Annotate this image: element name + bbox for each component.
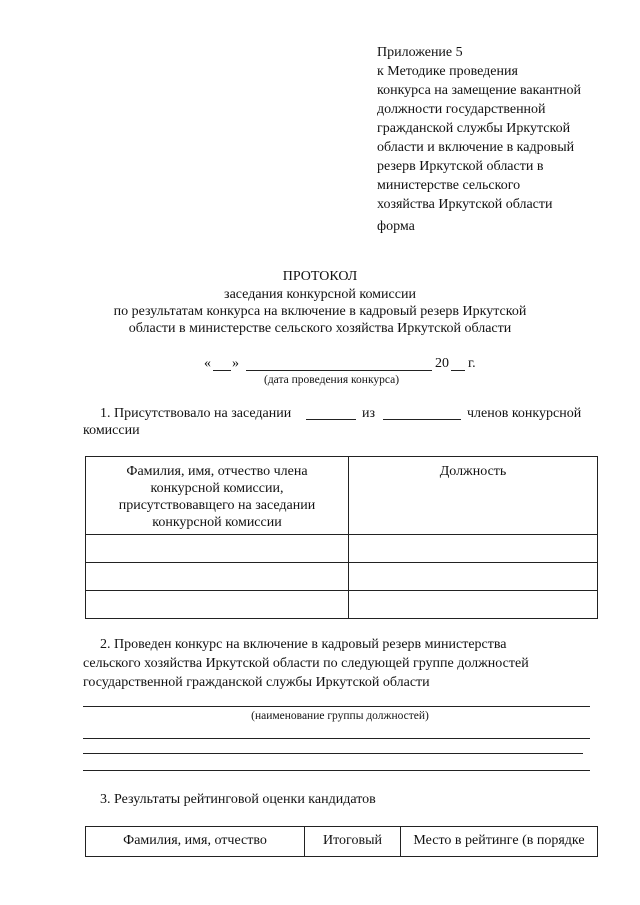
members-table-header (86, 457, 598, 535)
quote-close: » (232, 356, 239, 371)
table-cell[interactable] (86, 563, 349, 591)
table-cell[interactable] (349, 563, 598, 591)
month-blank (246, 370, 432, 371)
table-cell[interactable] (86, 535, 349, 563)
header-line-2: конкурсной комиссии, (150, 481, 284, 496)
appendix-line-3: конкурса на замещение вакантной (377, 83, 582, 98)
group-name-caption: (наименование группы должностей) (251, 710, 429, 722)
form-label: форма (377, 219, 415, 234)
section1-text-of: из (362, 406, 376, 421)
appendix-line-6: области и включение в кадровый (377, 140, 575, 155)
blank-line-2 (83, 753, 583, 754)
blank-line-1 (83, 738, 590, 739)
table-row (86, 563, 598, 591)
appendix-line-5: гражданской службы Иркутской (377, 121, 571, 136)
subtitle-line-3: области в министерстве сельского хозяйства Иркутской области (128, 321, 512, 336)
appendix-line-7: резерв Иркутской области в (377, 159, 544, 174)
year-prefix: 20 (435, 356, 449, 371)
header-line-1: Фамилия, имя, отчество члена (126, 464, 308, 479)
appendix-line-1: Приложение 5 (377, 45, 463, 60)
subtitle-line-1: заседания конкурсной комиссии (224, 287, 416, 302)
section2-line-3: государственной гражданской службы Иркутской области (83, 675, 430, 690)
section3-heading: 3. Результаты рейтинговой оценки кандидатов (100, 792, 376, 807)
members-col-name-header (86, 457, 349, 535)
date-caption: (дата проведения конкурса) (264, 374, 400, 386)
rating-col-place: Место в рейтинге (в порядке (401, 827, 598, 857)
appendix-line-8: министерстве сельского (377, 178, 521, 193)
section2-line-2: сельского хозяйства Иркутской области по следующей группе должностей (83, 656, 529, 671)
section2-line-1: 2. Проведен конкурс на включение в кадровый резерв министерства (100, 637, 507, 652)
members-col-position-header: Должность (349, 457, 598, 535)
blank-line-3 (83, 770, 590, 771)
table-cell[interactable] (349, 591, 598, 619)
total-count-blank (383, 419, 461, 420)
members-table (85, 456, 598, 619)
year-suffix: г. (468, 356, 476, 371)
table-row (86, 535, 598, 563)
appendix-line-9: хозяйства Иркутской области (377, 197, 553, 212)
table-cell[interactable] (86, 591, 349, 619)
rating-table (85, 826, 598, 857)
day-blank (213, 370, 231, 371)
present-count-blank (306, 419, 356, 420)
appendix-line-4: должности государственной (377, 102, 546, 117)
header-line-3: присутствовавщего на заседании (118, 498, 316, 513)
document-title: ПРОТОКОЛ (282, 269, 358, 284)
rating-table-header (86, 827, 598, 857)
quote-open: « (204, 356, 211, 371)
year-blank (451, 370, 465, 371)
section1-text-part2: членов конкурсной (467, 406, 582, 421)
appendix-line-2: к Методике проведения (377, 64, 518, 79)
subtitle-line-2: по результатам конкурса на включение в кадровый резерв Иркутской (113, 304, 527, 319)
group-name-blank (83, 706, 590, 707)
section1-text-line2: комиссии (83, 423, 140, 438)
rating-col-total: Итоговый (305, 827, 401, 857)
table-row (86, 591, 598, 619)
header-line-4: конкурсной комиссии (152, 515, 282, 530)
rating-col-name: Фамилия, имя, отчество (86, 827, 305, 857)
table-cell[interactable] (349, 535, 598, 563)
section1-text-part1: 1. Присутствовало на заседании (100, 406, 292, 421)
